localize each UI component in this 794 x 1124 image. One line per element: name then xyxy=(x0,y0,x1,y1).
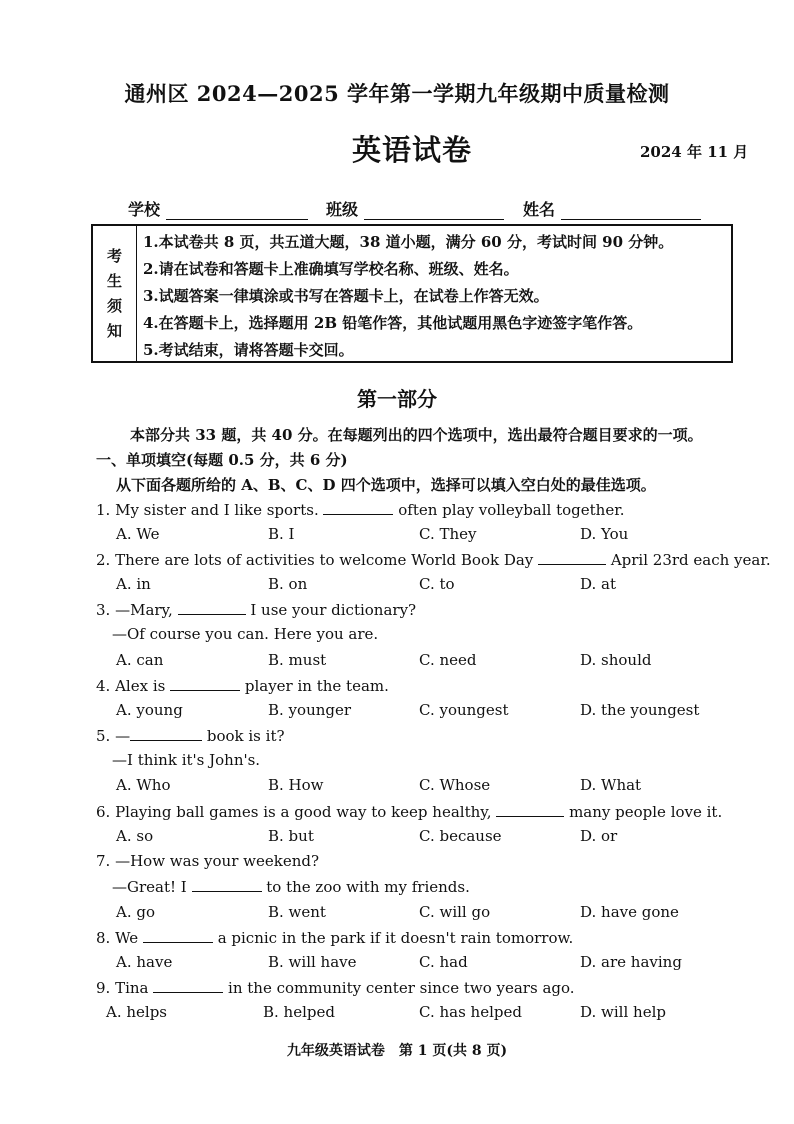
part-title: 第一部分 xyxy=(357,387,437,411)
question-text: 1. My sister and I like sports. xyxy=(96,501,324,519)
notice-list xyxy=(143,229,727,364)
option: A. go xyxy=(116,903,156,921)
class-label: 班级 xyxy=(326,200,359,219)
question-text: 5. — xyxy=(96,727,131,745)
question-text: I use your dictionary? xyxy=(245,601,417,619)
part-intro: 本部分共 33 题，共 40 分。在每题列出的四个选项中，选出最符合题目要求的一项。 xyxy=(130,426,703,444)
page-footer: 九年级英语试卷 第 1 页(共 8 页) xyxy=(286,1043,508,1059)
answer-blank xyxy=(323,500,393,515)
question-text: a picnic in the park if it doesn't rain tomorrow. xyxy=(212,929,574,947)
option: C. has helped xyxy=(419,1003,522,1021)
question-text: many people love it. xyxy=(564,803,723,821)
answer-blank xyxy=(538,550,606,565)
exam-title: 通州区 2024—2025 学年第一学期九年级期中质量检测 xyxy=(124,81,670,106)
question-text: to the zoo with my friends. xyxy=(261,878,470,896)
question-text: often play volleyball together. xyxy=(393,501,625,519)
answer-blank xyxy=(178,600,246,615)
question-dialogue-line: —I think it's John's. xyxy=(112,751,261,769)
notice-item: 1.本试卷共 8 页，共五道大题，38 道小题，满分 60 分，考试时间 90 分钟。 xyxy=(143,233,674,251)
option: D. should xyxy=(580,651,652,669)
option: B. went xyxy=(268,903,326,921)
option: C. had xyxy=(419,953,468,971)
answer-blank xyxy=(192,877,262,892)
option: D. the youngest xyxy=(580,701,700,719)
section-instruction: 从下面各题所给的 A、B、C、D 四个选项中，选择可以填入空白处的最佳选项。 xyxy=(116,476,656,494)
answer-blank xyxy=(153,978,223,993)
question-text: 2. There are lots of activities to welcome World Book Day xyxy=(96,551,539,569)
section-title: 一、单项填空(每题 0.5 分，共 6 分) xyxy=(96,451,348,469)
question-text: book is it? xyxy=(202,727,285,745)
question-9 xyxy=(96,978,575,997)
question-6 xyxy=(96,802,722,821)
option: A. helps xyxy=(106,1003,168,1021)
option: A. We xyxy=(116,525,160,543)
option: C. They xyxy=(419,525,477,543)
notice-item: 2.请在试卷和答题卡上准确填写学校名称、班级、姓名。 xyxy=(143,260,519,278)
question-7: 7. —How was your weekend? xyxy=(96,852,320,870)
answer-blank xyxy=(130,726,202,741)
notice-heading-char: 知 xyxy=(106,321,122,340)
question-text: player in the team. xyxy=(240,677,389,695)
question-4 xyxy=(96,676,389,695)
option: C. because xyxy=(419,827,502,845)
question-text: 4. Alex is xyxy=(96,677,171,695)
option: A. can xyxy=(116,651,164,669)
class-field xyxy=(326,197,504,220)
question-1 xyxy=(96,500,625,519)
option: C. to xyxy=(419,575,455,593)
question-text: 3. —Mary, xyxy=(96,601,178,619)
option: B. helped xyxy=(263,1003,335,1021)
option: B. How xyxy=(268,776,324,794)
option: C. will go xyxy=(419,903,491,921)
option: C. need xyxy=(419,651,477,669)
question-text: in the community center since two years ago. xyxy=(223,979,575,997)
question-text: 9. Tina xyxy=(96,979,154,997)
name-label: 姓名 xyxy=(523,200,556,219)
option: A. Who xyxy=(116,776,171,794)
notice-item: 5.考试结束，请将答题卡交回。 xyxy=(143,341,354,359)
answer-blank xyxy=(143,928,213,943)
notice-heading-char: 生 xyxy=(106,271,122,290)
notice-heading-char: 考 xyxy=(106,246,122,265)
option: B. will have xyxy=(268,953,357,971)
question-text: 8. We xyxy=(96,929,143,947)
question-text: 6. Playing ball games is a good way to keep healthy, xyxy=(96,803,497,821)
option: D. You xyxy=(580,525,629,543)
option: C. Whose xyxy=(419,776,491,794)
name-field xyxy=(523,197,701,220)
option: A. in xyxy=(116,575,151,593)
option: D. will help xyxy=(580,1003,666,1021)
exam-subtitle: 英语试卷 xyxy=(352,133,473,167)
answer-blank xyxy=(170,676,240,691)
option: B. but xyxy=(268,827,314,845)
question-text: —Great! I xyxy=(112,878,192,896)
option: D. or xyxy=(580,827,618,845)
notice-item: 3.试题答案一律填涂或书写在答题卡上，在试卷上作答无效。 xyxy=(143,287,549,305)
school-field xyxy=(128,197,308,220)
question-5 xyxy=(96,726,285,745)
notice-heading xyxy=(93,226,137,361)
question-3 xyxy=(96,600,416,619)
option: D. have gone xyxy=(580,903,679,921)
option: B. younger xyxy=(268,701,352,719)
school-label: 学校 xyxy=(128,200,161,219)
exam-date: 2024 年 11 月 xyxy=(640,143,749,161)
question-dialogue-line: —Of course you can. Here you are. xyxy=(112,625,379,643)
option: A. young xyxy=(116,701,183,719)
option: B. I xyxy=(268,525,295,543)
option: C. youngest xyxy=(419,701,509,719)
notice-box xyxy=(91,224,733,363)
notice-heading-char: 须 xyxy=(106,296,122,315)
class-blank xyxy=(364,203,504,220)
question-text: April 23rd each year. xyxy=(606,551,771,569)
option: D. at xyxy=(580,575,616,593)
school-blank xyxy=(166,203,308,220)
notice-item: 4.在答题卡上，选择题用 2B 铅笔作答，其他试题用黑色字迹签字笔作答。 xyxy=(143,314,643,332)
question-dialogue-line xyxy=(112,877,470,896)
option: B. on xyxy=(268,575,308,593)
question-2 xyxy=(96,550,771,569)
option: D. are having xyxy=(580,953,682,971)
name-blank xyxy=(561,203,701,220)
question-8 xyxy=(96,928,573,947)
option: A. so xyxy=(116,827,154,845)
option: A. have xyxy=(116,953,173,971)
answer-blank xyxy=(496,802,564,817)
option: B. must xyxy=(268,651,327,669)
option: D. What xyxy=(580,776,642,794)
